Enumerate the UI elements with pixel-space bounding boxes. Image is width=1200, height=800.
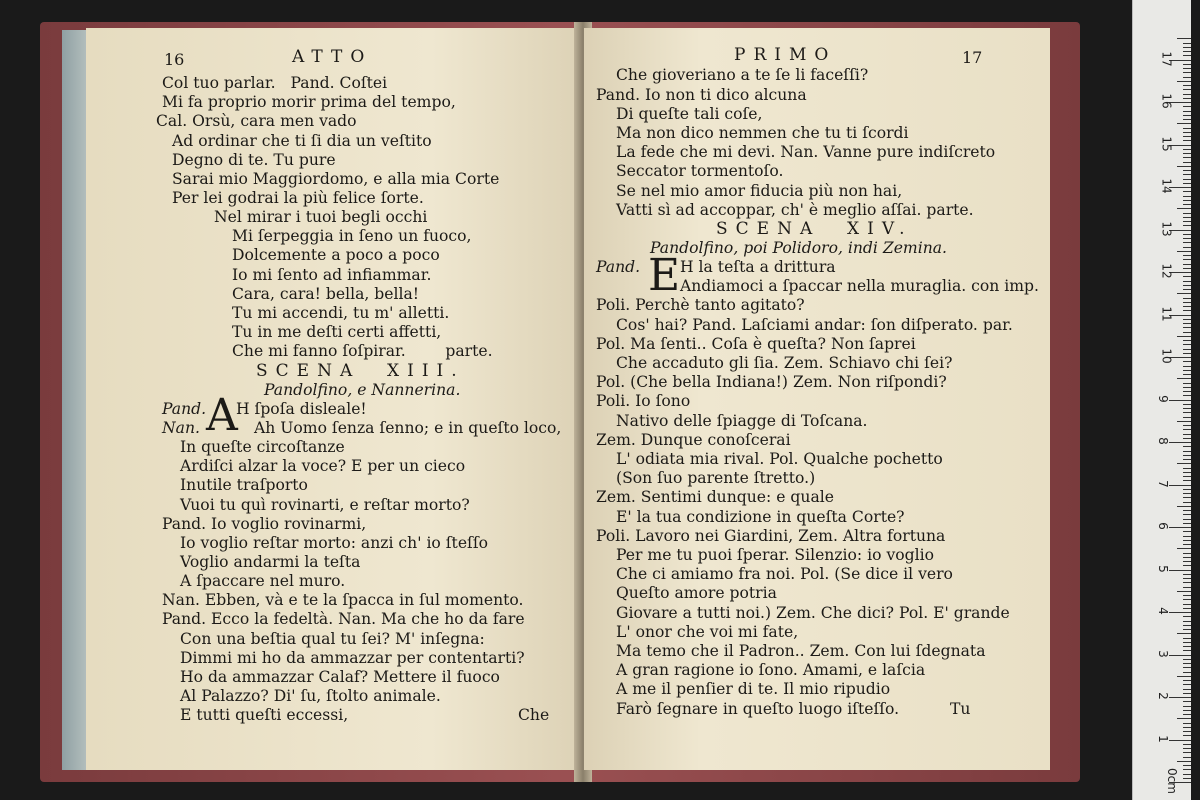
ruler-tick: [1183, 714, 1191, 715]
ruler-tick: [1183, 493, 1191, 494]
text-line: Degno di te. Tu pure: [172, 151, 336, 169]
ruler-tick: [1183, 98, 1191, 99]
text-line: Dimmi mi ho da ammazzar per contentarti?: [180, 649, 525, 667]
ruler-tick: [1183, 136, 1191, 137]
text-line: Tu mi accendi, tu m' alletti.: [232, 304, 450, 322]
ruler-tick: [1177, 123, 1191, 124]
ruler-tick: [1177, 506, 1191, 507]
ruler-tick: [1177, 633, 1191, 634]
text-line: Pandolfino, e Nannerina.: [264, 381, 461, 399]
ruler-tick: [1183, 242, 1191, 243]
ruler-tick: [1169, 697, 1191, 698]
ruler-tick: [1169, 527, 1191, 528]
ruler-tick: [1183, 638, 1191, 639]
ruler-tick: [1183, 374, 1191, 375]
ruler-tick: [1169, 400, 1191, 401]
text-line: Poli. Io ſono: [596, 392, 691, 410]
ruler-tick: [1183, 557, 1191, 558]
ruler-tick: [1183, 119, 1191, 120]
ruler-tick: [1183, 204, 1191, 205]
ruler-tick: [1183, 387, 1191, 388]
ruler-tick: [1183, 94, 1191, 95]
ruler-tick: [1177, 548, 1191, 549]
ruler-tick: [1183, 370, 1191, 371]
ruler-tick: [1183, 650, 1191, 651]
ruler-tick: [1183, 128, 1191, 129]
ruler-tick: [1183, 191, 1191, 192]
ruler-tick: [1169, 655, 1191, 656]
ruler-tick: [1183, 510, 1191, 511]
text-line: Col tuo parlar. Pand. Coſtei: [162, 74, 388, 92]
ruler-number: 6: [1155, 522, 1170, 530]
ruler-tick: [1183, 289, 1191, 290]
ruler-tick: [1183, 77, 1191, 78]
ruler-tick: [1183, 646, 1191, 647]
ruler-number: 12: [1159, 263, 1174, 279]
text-line: Pol. Ma ſenti.. Coſa è queſta? Non ſaprei: [596, 335, 916, 353]
catchword: Che: [518, 706, 550, 724]
text-line: Se nel mio amor fiducia più non hai,: [616, 182, 903, 200]
text-line: Ad ordinar che ti ſi dia un veſtito: [172, 132, 432, 150]
ruler-tick: [1183, 642, 1191, 643]
ruler-tick: [1183, 446, 1191, 447]
ruler-tick: [1183, 553, 1191, 554]
text-line: Che accaduto gli ſia. Zem. Schiavo chi ſei?: [616, 354, 953, 372]
text-line: Poli. Lavoro nei Giardini, Zem. Altra fortuna: [596, 527, 946, 545]
ruler-tick: [1183, 497, 1191, 498]
ruler-tick: [1183, 64, 1191, 65]
ruler-tick: [1183, 425, 1191, 426]
ruler-tick: [1183, 408, 1191, 409]
ruler-tick: [1183, 735, 1191, 736]
text-line: Tu in me deſti certi affetti,: [232, 323, 442, 341]
ruler-number: 16: [1159, 93, 1174, 109]
ruler-tick: [1183, 765, 1191, 766]
ruler-tick: [1183, 149, 1191, 150]
ruler-tick: [1183, 578, 1191, 579]
text-line: Che mi fanno ſoſpirar. parte.: [232, 342, 493, 360]
drop-cap: E: [648, 250, 681, 301]
ruler-tick: [1183, 298, 1191, 299]
ruler-tick: [1183, 574, 1191, 575]
text-line: Io voglio reſtar morto: anzi ch' io ſteſſo: [180, 534, 488, 552]
ruler-tick: [1177, 718, 1191, 719]
ruler-tick: [1183, 106, 1191, 107]
ruler-tick: [1183, 565, 1191, 566]
ruler-tick: [1183, 353, 1191, 354]
ruler-tick: [1183, 459, 1191, 460]
ruler-tick: [1183, 748, 1191, 749]
ruler-number: 8: [1155, 437, 1170, 445]
ruler-tick: [1177, 81, 1191, 82]
ruler-number: 5: [1155, 564, 1170, 573]
ruler-tick: [1183, 451, 1191, 452]
ruler-tick: [1183, 544, 1191, 545]
ruler-tick: [1177, 336, 1191, 337]
ruler-tick: [1177, 251, 1191, 252]
text-line: A ſpaccare nel muro.: [180, 572, 346, 590]
ruler-tick: [1183, 285, 1191, 286]
text-line: Con una beſtia qual tu ſei? M' inſegna:: [180, 630, 485, 648]
text-line: Cos' hai? Pand. Laſciami andar: ſon diſperato. par.: [616, 316, 1013, 334]
ruler-tick: [1183, 752, 1191, 753]
ruler-tick: [1183, 238, 1191, 239]
ruler-tick: [1183, 332, 1191, 333]
ruler-tick: [1183, 561, 1191, 562]
running-head: PRIMO: [734, 45, 837, 65]
text-line: La fede che mi devi. Nan. Vanne pure indiſcreto: [616, 143, 996, 161]
ruler-tick: [1183, 383, 1191, 384]
ruler-tick: [1183, 727, 1191, 728]
ruler-number: 4: [1155, 607, 1170, 615]
ruler-tick: [1183, 472, 1191, 473]
text-line: Inutile traſporto: [180, 476, 308, 494]
text-line: Pand.: [596, 258, 641, 276]
ruler-number: 1: [1155, 734, 1170, 743]
ruler-tick: [1183, 89, 1191, 90]
ruler-tick: [1183, 710, 1191, 711]
text-line: Ho da ammazzar Calaf? Mettere il fuoco: [180, 668, 500, 686]
ruler-tick: [1183, 663, 1191, 664]
ruler-tick: [1169, 570, 1191, 571]
ruler-tick: [1183, 608, 1191, 609]
drop-cap: A: [206, 390, 238, 441]
ruler-tick: [1169, 612, 1191, 613]
ruler-number: 3: [1155, 649, 1170, 658]
ruler-tick: [1183, 395, 1191, 396]
text-line: Nativo delle ſpiagge di Toſcana.: [616, 412, 868, 430]
text-line: Farò ſegnare in queſto luogo iſteſſo.: [616, 700, 900, 718]
ruler-tick: [1183, 621, 1191, 622]
text-line: L' onor che voi mi fate,: [616, 623, 799, 641]
ruler-number: 10: [1159, 348, 1174, 364]
ruler-tick: [1183, 247, 1191, 248]
ruler-tick: [1183, 170, 1191, 171]
text-line: Che gioveriano a te ſe li faceſſi?: [616, 66, 869, 84]
ruler-tick: [1183, 706, 1191, 707]
ruler-tick: [1183, 217, 1191, 218]
text-line: Ardiſci alzar la voce? E per un cieco: [180, 457, 466, 475]
ruler-tick: [1183, 476, 1191, 477]
text-line: Pol. (Che bella Indiana!) Zem. Non riſpondi?: [596, 373, 947, 391]
text-line: Mi fa proprio morir prima del tempo,: [162, 93, 456, 111]
ruler-number: 13: [1159, 220, 1174, 237]
ruler-tick: [1183, 153, 1191, 154]
ruler-tick: [1183, 514, 1191, 515]
ruler-number: 9: [1155, 394, 1170, 403]
ruler-tick: [1183, 162, 1191, 163]
text-line: (Son ſuo parente ſtretto.): [616, 469, 816, 487]
text-line: Seccator tormentoſo.: [616, 162, 784, 180]
text-line: Dolcemente a poco a poco: [232, 246, 440, 264]
text-line: Cal. Orsù, cara men vado: [156, 112, 357, 130]
ruler-tick: [1183, 778, 1191, 779]
ruler-tick: [1183, 111, 1191, 112]
text-line: Zem. Sentimi dunque: e quale: [596, 488, 834, 506]
text-line: Al Palazzo? Di' ſu, ſtolto animale.: [180, 687, 441, 705]
ruler-number: 11: [1159, 305, 1174, 322]
ruler-tick: [1183, 340, 1191, 341]
ruler-tick: [1177, 38, 1191, 39]
ruler-tick: [1183, 659, 1191, 660]
text-line: Poli. Perchè tanto agitato?: [596, 296, 805, 314]
ruler-tick: [1183, 701, 1191, 702]
text-line: Per lei godrai la più felice ſorte.: [172, 189, 424, 207]
ruler-tick: [1183, 769, 1191, 770]
ruler-tick: [1183, 744, 1191, 745]
ruler-tick: [1183, 582, 1191, 583]
ruler-tick: [1183, 731, 1191, 732]
ruler-tick: [1183, 689, 1191, 690]
text-line: Ma non dico nemmen che tu ti ſcordi: [616, 124, 909, 142]
ruler-tick: [1183, 667, 1191, 668]
text-line: Per me tu puoi ſperar. Silenzio: io voglio: [616, 546, 935, 564]
text-line: Sarai mio Maggiordomo, e alla mia Corte: [172, 170, 500, 188]
ruler-tick: [1183, 264, 1191, 265]
ruler-tick: [1183, 757, 1191, 758]
ruler-tick: [1183, 327, 1191, 328]
ruler-tick: [1183, 310, 1191, 311]
ruler-tick: [1183, 412, 1191, 413]
ruler-tick: [1183, 536, 1191, 537]
text-line: E' la tua condizione in queſta Corte?: [616, 508, 905, 526]
ruler-tick: [1183, 531, 1191, 532]
running-head: ATTO: [292, 47, 373, 67]
ruler-tick: [1183, 319, 1191, 320]
ruler-number: 7: [1155, 479, 1170, 488]
ruler-tick: [1183, 183, 1191, 184]
text-line: Pand. Ecco la fedeltà. Nan. Ma che ho da fare: [162, 610, 525, 628]
right-page: [584, 28, 1050, 770]
ruler-tick: [1183, 625, 1191, 626]
text-line: Pand.: [162, 400, 207, 418]
ruler-tick: [1183, 132, 1191, 133]
ruler-tick: [1177, 463, 1191, 464]
text-line: Voglio andarmi la teſta: [180, 553, 361, 571]
ruler-tick: [1177, 421, 1191, 422]
ruler-tick: [1183, 616, 1191, 617]
ruler-tick: [1183, 723, 1191, 724]
ruler-tick: [1183, 672, 1191, 673]
text-line: Pand. Io voglio rovinarmi,: [162, 515, 367, 533]
ruler-tick: [1183, 43, 1191, 44]
ruler-tick: [1183, 196, 1191, 197]
ruler-tick: [1183, 255, 1191, 256]
ruler-tick: [1183, 174, 1191, 175]
text-line: L' odiata mia rival. Pol. Qualche pochetto: [616, 450, 943, 468]
text-line: Di queſte tali coſe,: [616, 105, 763, 123]
ruler-tick: [1183, 438, 1191, 439]
ruler-tick: [1183, 225, 1191, 226]
ruler-tick: [1183, 157, 1191, 158]
ruler-number: 17: [1159, 50, 1174, 67]
text-line: Io mi ſento ad infiammar.: [232, 266, 432, 284]
text-line: Giovare a tutti noi.) Zem. Che dici? Pol. E' grande: [616, 604, 1010, 622]
ruler-tick: [1177, 591, 1191, 592]
ruler-tick: [1183, 361, 1191, 362]
text-line: Queſto amore potria: [616, 584, 777, 602]
ruler-tick: [1183, 693, 1191, 694]
text-line: Nan. Ebben, và e te la ſpacca in ſul momento.: [162, 591, 524, 609]
ruler-tick: [1183, 595, 1191, 596]
ruler-tick: [1183, 68, 1191, 69]
text-line: Che ci amiamo fra noi. Pol. (Se dice il vero: [616, 565, 953, 583]
ruler-tick: [1183, 587, 1191, 588]
ruler-tick: [1183, 302, 1191, 303]
ruler-tick: [1177, 166, 1191, 167]
ruler-tick: [1183, 85, 1191, 86]
ruler-tick: [1177, 208, 1191, 209]
ruler-tick: [1183, 480, 1191, 481]
ruler-tick: [1169, 442, 1191, 443]
catchword: Tu: [950, 700, 971, 718]
text-line: Andiamoci a ſpaccar nella muraglia. con imp.: [680, 277, 1039, 295]
ruler-tick: [1183, 221, 1191, 222]
ruler-tick: [1183, 281, 1191, 282]
text-line: Pand. Io non ti dico alcuna: [596, 86, 807, 104]
text-line: Mi ſerpeggia in ſeno un fuoco,: [232, 227, 472, 245]
ruler-tick: [1183, 179, 1191, 180]
measuring-ruler: [1132, 0, 1191, 800]
text-line: Nan.: [162, 419, 200, 437]
ruler-number: 14: [1159, 178, 1174, 194]
text-line: Vatti sì ad accoppar, ch' è meglio aſſai. parte.: [616, 201, 974, 219]
page-number: 16: [164, 50, 185, 69]
ruler-tick: [1183, 344, 1191, 345]
ruler-tick: [1177, 761, 1191, 762]
ruler-number: 15: [1159, 135, 1174, 152]
ruler-tick: [1169, 485, 1191, 486]
ruler-tick: [1183, 268, 1191, 269]
ruler-tick: [1183, 680, 1191, 681]
text-line: SCENA XIII.: [256, 361, 465, 381]
ruler-tick: [1183, 502, 1191, 503]
ruler-tick: [1183, 519, 1191, 520]
ruler-tick: [1183, 55, 1191, 56]
ruler-tick: [1183, 323, 1191, 324]
ruler-number: 0cm: [1164, 768, 1179, 794]
text-line: Zem. Dunque conoſcerai: [596, 431, 791, 449]
ruler-tick: [1183, 140, 1191, 141]
ruler-tick: [1183, 276, 1191, 277]
text-line: H ſpoſa disleale!: [236, 400, 367, 418]
ruler-tick: [1183, 489, 1191, 490]
ruler-tick: [1183, 540, 1191, 541]
text-line: Ma temo che il Padron.. Zem. Con lui ſdegnata: [616, 642, 986, 660]
ruler-tick: [1183, 429, 1191, 430]
ruler-tick: [1177, 378, 1191, 379]
ruler-tick: [1183, 306, 1191, 307]
ruler-tick: [1183, 115, 1191, 116]
text-line: Nel mirar i tuoi begli occhi: [214, 208, 428, 226]
text-line: Ah Uomo ſenza ſenno; e in queſto loco,: [254, 419, 562, 437]
ruler-tick: [1183, 213, 1191, 214]
ruler-tick: [1183, 468, 1191, 469]
ruler-tick: [1183, 259, 1191, 260]
ruler-tick: [1169, 740, 1191, 741]
ruler-tick: [1183, 774, 1191, 775]
text-line: Vuoi tu quì rovinarti, e reſtar morto?: [180, 496, 470, 514]
text-line: SCENA XIV.: [716, 219, 913, 239]
ruler-tick: [1183, 455, 1191, 456]
ruler-tick: [1183, 523, 1191, 524]
ruler-tick: [1183, 51, 1191, 52]
text-line: A gran ragione io ſono. Amami, e laſcia: [616, 661, 926, 679]
ruler-number: 2: [1155, 692, 1170, 700]
text-line: E tutti queſti eccessi,: [180, 706, 349, 724]
text-line: Pandolfino, poi Polidoro, indi Zemina.: [650, 239, 947, 257]
text-line: H la teſta a drittura: [680, 258, 836, 276]
ruler-tick: [1183, 200, 1191, 201]
ruler-tick: [1177, 293, 1191, 294]
page-number: 17: [962, 48, 983, 67]
text-line: Cara, cara! bella, bella!: [232, 285, 420, 303]
ruler-tick: [1183, 684, 1191, 685]
ruler-tick: [1183, 599, 1191, 600]
text-line: A me il penſier di te. Il mio ripudio: [616, 680, 891, 698]
text-line: In queſte circoſtanze: [180, 438, 345, 456]
ruler-tick: [1183, 47, 1191, 48]
ruler-tick: [1183, 349, 1191, 350]
ruler-tick: [1183, 366, 1191, 367]
ruler-tick: [1183, 629, 1191, 630]
ruler-tick: [1183, 417, 1191, 418]
ruler-tick: [1183, 391, 1191, 392]
ruler-tick: [1183, 604, 1191, 605]
left-page: [86, 28, 580, 770]
ruler-tick: [1183, 234, 1191, 235]
ruler-tick: [1177, 676, 1191, 677]
ruler-tick: [1183, 434, 1191, 435]
ruler-tick: [1183, 72, 1191, 73]
ruler-tick: [1183, 404, 1191, 405]
